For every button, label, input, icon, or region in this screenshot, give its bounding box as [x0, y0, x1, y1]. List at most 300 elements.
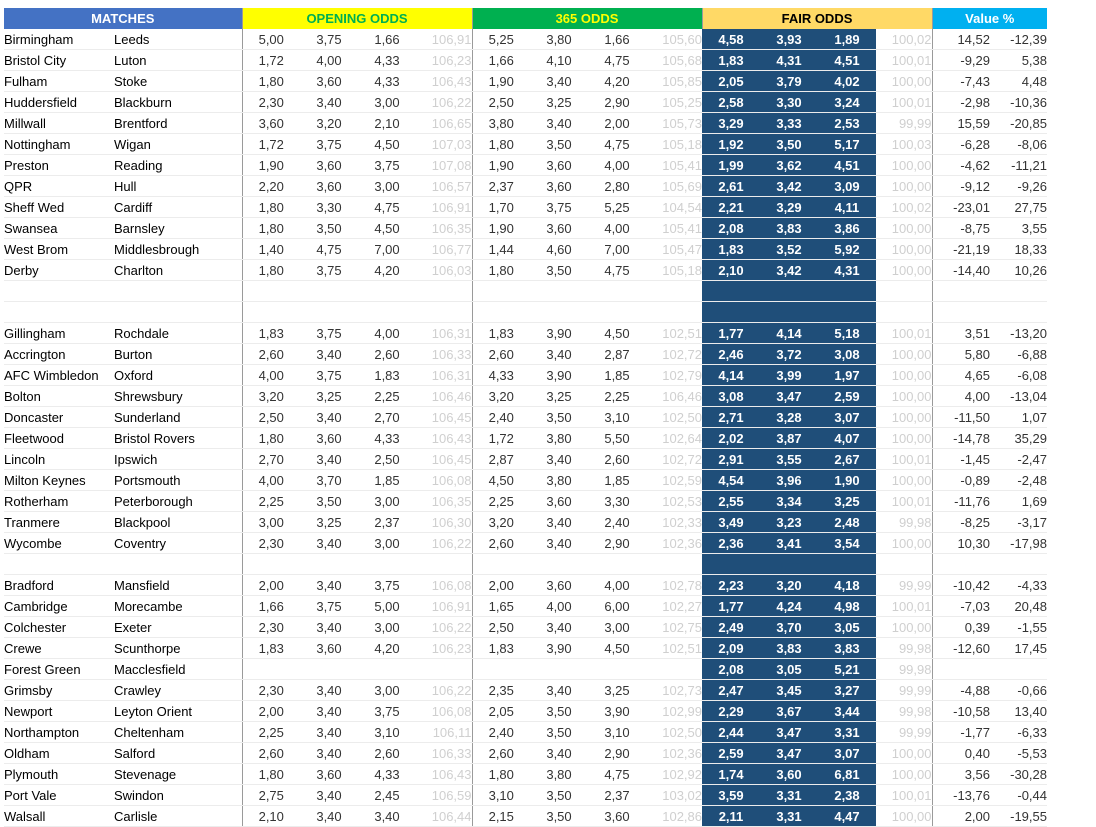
- 365-draw-cell[interactable]: 3,40: [530, 113, 588, 134]
- value-away-cell[interactable]: 5,38: [990, 50, 1047, 71]
- 365-home-cell[interactable]: 1,44: [472, 239, 530, 260]
- 365-draw-cell[interactable]: 4,10: [530, 50, 588, 71]
- 365-home-cell[interactable]: 3,20: [472, 386, 530, 407]
- fair-away-cell[interactable]: 2,53: [818, 113, 876, 134]
- opening-away-cell[interactable]: 3,40: [358, 806, 416, 827]
- home-team-cell[interactable]: Gillingham: [4, 323, 114, 344]
- opening-away-cell[interactable]: 2,37: [358, 512, 416, 533]
- value-away-cell[interactable]: -9,26: [990, 176, 1047, 197]
- 365-home-cell[interactable]: 2,60: [472, 344, 530, 365]
- 365-away-cell[interactable]: 2,87: [588, 344, 646, 365]
- 365-draw-cell[interactable]: 3,75: [530, 197, 588, 218]
- home-team-cell[interactable]: Bolton: [4, 386, 114, 407]
- fair-draw-cell[interactable]: 3,33: [760, 113, 818, 134]
- opening-margin-cell[interactable]: 106,91: [416, 197, 472, 218]
- 365-away-cell[interactable]: 4,00: [588, 155, 646, 176]
- 365-draw-cell[interactable]: 3,50: [530, 134, 588, 155]
- 365-home-cell[interactable]: 2,37: [472, 176, 530, 197]
- opening-home-cell[interactable]: 1,83: [242, 638, 300, 659]
- opening-home-cell[interactable]: 2,60: [242, 344, 300, 365]
- 365-draw-cell[interactable]: 4,60: [530, 239, 588, 260]
- fair-draw-cell[interactable]: 3,67: [760, 701, 818, 722]
- opening-draw-cell[interactable]: 3,40: [300, 575, 358, 596]
- 365-away-cell[interactable]: 4,75: [588, 260, 646, 281]
- 365-home-cell[interactable]: [472, 659, 530, 680]
- fair-draw-cell[interactable]: 3,28: [760, 407, 818, 428]
- 365-margin-cell[interactable]: 105,41: [646, 155, 702, 176]
- fair-sum-cell[interactable]: 100,00: [876, 176, 932, 197]
- 365-home-cell[interactable]: 4,50: [472, 470, 530, 491]
- opening-away-cell[interactable]: 3,75: [358, 701, 416, 722]
- fair-sum-cell[interactable]: 100,01: [876, 92, 932, 113]
- fair-sum-cell[interactable]: 100,00: [876, 386, 932, 407]
- 365-home-cell[interactable]: 2,50: [472, 92, 530, 113]
- fair-draw-cell[interactable]: 3,47: [760, 743, 818, 764]
- away-team-cell[interactable]: Stoke: [114, 71, 242, 92]
- opening-away-cell[interactable]: 4,00: [358, 323, 416, 344]
- opening-draw-cell[interactable]: 4,00: [300, 50, 358, 71]
- 365-margin-cell[interactable]: [646, 302, 702, 323]
- opening-draw-cell[interactable]: 3,70: [300, 470, 358, 491]
- home-team-cell[interactable]: Millwall: [4, 113, 114, 134]
- value-away-cell[interactable]: 1,07: [990, 407, 1047, 428]
- value-away-cell[interactable]: [990, 281, 1047, 302]
- value-away-cell[interactable]: -6,08: [990, 365, 1047, 386]
- 365-home-cell[interactable]: 3,20: [472, 512, 530, 533]
- value-home-cell[interactable]: -11,50: [932, 407, 990, 428]
- opening-margin-cell[interactable]: 106,59: [416, 785, 472, 806]
- fair-home-cell[interactable]: 1,83: [702, 50, 760, 71]
- fair-home-cell[interactable]: 1,83: [702, 239, 760, 260]
- fair-away-cell[interactable]: 6,81: [818, 764, 876, 785]
- value-away-cell[interactable]: 20,48: [990, 596, 1047, 617]
- value-away-cell[interactable]: 3,55: [990, 218, 1047, 239]
- opening-margin-cell[interactable]: 106,31: [416, 323, 472, 344]
- home-team-cell[interactable]: Birmingham: [4, 29, 114, 50]
- home-team-cell[interactable]: Accrington: [4, 344, 114, 365]
- value-home-cell[interactable]: -0,89: [932, 470, 990, 491]
- value-home-cell[interactable]: 14,52: [932, 29, 990, 50]
- opening-margin-cell[interactable]: 106,30: [416, 512, 472, 533]
- fair-away-cell[interactable]: 3,44: [818, 701, 876, 722]
- value-home-cell[interactable]: -8,25: [932, 512, 990, 533]
- opening-home-cell[interactable]: 1,80: [242, 197, 300, 218]
- fair-sum-cell[interactable]: 99,98: [876, 659, 932, 680]
- 365-home-cell[interactable]: 2,40: [472, 407, 530, 428]
- value-home-cell[interactable]: -21,19: [932, 239, 990, 260]
- value-home-cell[interactable]: -14,40: [932, 260, 990, 281]
- away-team-cell[interactable]: Barnsley: [114, 218, 242, 239]
- opening-home-cell[interactable]: 3,20: [242, 386, 300, 407]
- opening-margin-cell[interactable]: 106,46: [416, 386, 472, 407]
- fair-away-cell[interactable]: [818, 302, 876, 323]
- matches-header[interactable]: MATCHES: [4, 8, 242, 29]
- opening-away-cell[interactable]: [358, 554, 416, 575]
- 365-draw-cell[interactable]: 3,50: [530, 260, 588, 281]
- 365-away-cell[interactable]: 4,75: [588, 134, 646, 155]
- home-team-cell[interactable]: AFC Wimbledon: [4, 365, 114, 386]
- 365-draw-cell[interactable]: 3,40: [530, 71, 588, 92]
- 365-home-cell[interactable]: 3,80: [472, 113, 530, 134]
- opening-home-cell[interactable]: 2,75: [242, 785, 300, 806]
- away-team-cell[interactable]: Macclesfield: [114, 659, 242, 680]
- opening-draw-cell[interactable]: 3,60: [300, 428, 358, 449]
- away-team-cell[interactable]: [114, 554, 242, 575]
- 365-home-cell[interactable]: 1,83: [472, 638, 530, 659]
- 365-margin-cell[interactable]: 102,64: [646, 428, 702, 449]
- 365-away-cell[interactable]: 6,00: [588, 596, 646, 617]
- fair-away-cell[interactable]: 3,07: [818, 407, 876, 428]
- opening-home-cell[interactable]: 1,83: [242, 323, 300, 344]
- 365-margin-cell[interactable]: 102,50: [646, 407, 702, 428]
- 365-home-cell[interactable]: 2,60: [472, 533, 530, 554]
- away-team-cell[interactable]: Coventry: [114, 533, 242, 554]
- opening-home-cell[interactable]: 1,90: [242, 155, 300, 176]
- fair-draw-cell[interactable]: 3,83: [760, 218, 818, 239]
- opening-odds-header[interactable]: OPENING ODDS: [242, 8, 472, 29]
- opening-home-cell[interactable]: [242, 281, 300, 302]
- fair-away-cell[interactable]: 5,18: [818, 323, 876, 344]
- opening-away-cell[interactable]: 3,00: [358, 680, 416, 701]
- opening-margin-cell[interactable]: 106,35: [416, 218, 472, 239]
- opening-margin-cell[interactable]: 106,33: [416, 344, 472, 365]
- opening-home-cell[interactable]: 2,30: [242, 680, 300, 701]
- fair-home-cell[interactable]: 2,08: [702, 659, 760, 680]
- 365-home-cell[interactable]: 2,05: [472, 701, 530, 722]
- away-team-cell[interactable]: Portsmouth: [114, 470, 242, 491]
- fair-draw-cell[interactable]: 3,55: [760, 449, 818, 470]
- away-team-cell[interactable]: Mansfield: [114, 575, 242, 596]
- fair-sum-cell[interactable]: 100,00: [876, 407, 932, 428]
- fair-draw-cell[interactable]: 3,52: [760, 239, 818, 260]
- away-team-cell[interactable]: Luton: [114, 50, 242, 71]
- 365-away-cell[interactable]: 2,25: [588, 386, 646, 407]
- opening-margin-cell[interactable]: 106,77: [416, 239, 472, 260]
- opening-away-cell[interactable]: 2,60: [358, 344, 416, 365]
- 365-draw-cell[interactable]: 3,40: [530, 533, 588, 554]
- fair-home-cell[interactable]: 2,59: [702, 743, 760, 764]
- 365-away-cell[interactable]: [588, 302, 646, 323]
- 365-draw-cell[interactable]: 3,90: [530, 365, 588, 386]
- opening-draw-cell[interactable]: [300, 659, 358, 680]
- 365-margin-cell[interactable]: 105,85: [646, 71, 702, 92]
- opening-margin-cell[interactable]: 106,31: [416, 365, 472, 386]
- value-home-cell[interactable]: -1,45: [932, 449, 990, 470]
- opening-margin-cell[interactable]: 106,65: [416, 113, 472, 134]
- opening-margin-cell[interactable]: 106,22: [416, 617, 472, 638]
- opening-home-cell[interactable]: 1,80: [242, 428, 300, 449]
- opening-draw-cell[interactable]: 3,40: [300, 680, 358, 701]
- 365-home-cell[interactable]: 2,60: [472, 743, 530, 764]
- opening-away-cell[interactable]: 3,00: [358, 533, 416, 554]
- away-team-cell[interactable]: Carlisle: [114, 806, 242, 827]
- value-home-cell[interactable]: [932, 302, 990, 323]
- value-away-cell[interactable]: -19,55: [990, 806, 1047, 827]
- home-team-cell[interactable]: Wycombe: [4, 533, 114, 554]
- home-team-cell[interactable]: Rotherham: [4, 491, 114, 512]
- value-home-cell[interactable]: -1,77: [932, 722, 990, 743]
- fair-draw-cell[interactable]: 3,47: [760, 722, 818, 743]
- 365-away-cell[interactable]: 1,85: [588, 365, 646, 386]
- 365-away-cell[interactable]: 4,00: [588, 575, 646, 596]
- opening-draw-cell[interactable]: 3,40: [300, 344, 358, 365]
- value-home-cell[interactable]: 3,51: [932, 323, 990, 344]
- fair-away-cell[interactable]: 2,67: [818, 449, 876, 470]
- 365-away-cell[interactable]: 7,00: [588, 239, 646, 260]
- value-home-cell[interactable]: 4,00: [932, 386, 990, 407]
- fair-draw-cell[interactable]: 4,24: [760, 596, 818, 617]
- value-home-cell[interactable]: [932, 554, 990, 575]
- 365-home-cell[interactable]: 2,15: [472, 806, 530, 827]
- opening-margin-cell[interactable]: [416, 554, 472, 575]
- fair-sum-cell[interactable]: [876, 281, 932, 302]
- 365-home-cell[interactable]: 4,33: [472, 365, 530, 386]
- fair-home-cell[interactable]: 2,71: [702, 407, 760, 428]
- opening-home-cell[interactable]: 1,72: [242, 50, 300, 71]
- away-team-cell[interactable]: Bristol Rovers: [114, 428, 242, 449]
- away-team-cell[interactable]: Blackburn: [114, 92, 242, 113]
- value-home-cell[interactable]: -2,98: [932, 92, 990, 113]
- fair-home-cell[interactable]: 4,54: [702, 470, 760, 491]
- fair-draw-cell[interactable]: 3,29: [760, 197, 818, 218]
- 365-draw-cell[interactable]: 3,40: [530, 743, 588, 764]
- 365-margin-cell[interactable]: 102,78: [646, 575, 702, 596]
- home-team-cell[interactable]: Swansea: [4, 218, 114, 239]
- 365-margin-cell[interactable]: [646, 281, 702, 302]
- fair-sum-cell[interactable]: 100,00: [876, 260, 932, 281]
- 365-margin-cell[interactable]: 102,36: [646, 533, 702, 554]
- value-home-cell[interactable]: -10,42: [932, 575, 990, 596]
- fair-draw-cell[interactable]: 3,93: [760, 29, 818, 50]
- fair-sum-cell[interactable]: 99,99: [876, 722, 932, 743]
- fair-sum-cell[interactable]: 100,01: [876, 596, 932, 617]
- 365-away-cell[interactable]: 4,20: [588, 71, 646, 92]
- opening-home-cell[interactable]: 2,25: [242, 722, 300, 743]
- value-away-cell[interactable]: 27,75: [990, 197, 1047, 218]
- away-team-cell[interactable]: Stevenage: [114, 764, 242, 785]
- fair-sum-cell[interactable]: 99,98: [876, 512, 932, 533]
- fair-home-cell[interactable]: 1,77: [702, 596, 760, 617]
- value-home-cell[interactable]: 4,65: [932, 365, 990, 386]
- opening-margin-cell[interactable]: 106,35: [416, 491, 472, 512]
- home-team-cell[interactable]: Newport: [4, 701, 114, 722]
- opening-home-cell[interactable]: 2,50: [242, 407, 300, 428]
- 365-margin-cell[interactable]: 102,33: [646, 512, 702, 533]
- fair-home-cell[interactable]: 2,02: [702, 428, 760, 449]
- 365-draw-cell[interactable]: 3,80: [530, 428, 588, 449]
- opening-margin-cell[interactable]: 106,08: [416, 701, 472, 722]
- value-home-cell[interactable]: -23,01: [932, 197, 990, 218]
- away-team-cell[interactable]: Cardiff: [114, 197, 242, 218]
- opening-margin-cell[interactable]: 106,11: [416, 722, 472, 743]
- value-away-cell[interactable]: -6,88: [990, 344, 1047, 365]
- opening-margin-cell[interactable]: 106,23: [416, 638, 472, 659]
- 365-home-cell[interactable]: 2,35: [472, 680, 530, 701]
- fair-away-cell[interactable]: 3,24: [818, 92, 876, 113]
- 365-margin-cell[interactable]: 105,73: [646, 113, 702, 134]
- 365-draw-cell[interactable]: 3,50: [530, 407, 588, 428]
- 365-margin-cell[interactable]: 102,59: [646, 470, 702, 491]
- opening-draw-cell[interactable]: [300, 281, 358, 302]
- fair-sum-cell[interactable]: 100,01: [876, 449, 932, 470]
- opening-draw-cell[interactable]: 3,40: [300, 785, 358, 806]
- 365-margin-cell[interactable]: 102,53: [646, 491, 702, 512]
- 365-home-cell[interactable]: [472, 281, 530, 302]
- away-team-cell[interactable]: Salford: [114, 743, 242, 764]
- 365-away-cell[interactable]: 1,85: [588, 470, 646, 491]
- home-team-cell[interactable]: Derby: [4, 260, 114, 281]
- value-away-cell[interactable]: -5,53: [990, 743, 1047, 764]
- opening-draw-cell[interactable]: 3,40: [300, 617, 358, 638]
- 365-margin-cell[interactable]: 102,50: [646, 722, 702, 743]
- fair-draw-cell[interactable]: 3,60: [760, 764, 818, 785]
- value-away-cell[interactable]: -3,17: [990, 512, 1047, 533]
- value-percent-header[interactable]: Value %: [932, 8, 1047, 29]
- value-away-cell[interactable]: -10,36: [990, 92, 1047, 113]
- 365-away-cell[interactable]: 4,50: [588, 323, 646, 344]
- fair-away-cell[interactable]: 1,97: [818, 365, 876, 386]
- fair-draw-cell[interactable]: [760, 281, 818, 302]
- fair-draw-cell[interactable]: 3,41: [760, 533, 818, 554]
- opening-home-cell[interactable]: 2,60: [242, 743, 300, 764]
- fair-sum-cell[interactable]: 100,00: [876, 218, 932, 239]
- 365-draw-cell[interactable]: 3,40: [530, 449, 588, 470]
- home-team-cell[interactable]: [4, 302, 114, 323]
- 365-draw-cell[interactable]: 3,25: [530, 92, 588, 113]
- away-team-cell[interactable]: Ipswich: [114, 449, 242, 470]
- opening-draw-cell[interactable]: 4,75: [300, 239, 358, 260]
- 365-away-cell[interactable]: 2,00: [588, 113, 646, 134]
- value-home-cell[interactable]: -4,88: [932, 680, 990, 701]
- fair-sum-cell[interactable]: 100,00: [876, 71, 932, 92]
- fair-away-cell[interactable]: 4,02: [818, 71, 876, 92]
- value-away-cell[interactable]: -0,66: [990, 680, 1047, 701]
- fair-away-cell[interactable]: 4,11: [818, 197, 876, 218]
- opening-draw-cell[interactable]: 3,75: [300, 365, 358, 386]
- away-team-cell[interactable]: [114, 281, 242, 302]
- opening-margin-cell[interactable]: [416, 281, 472, 302]
- fair-sum-cell[interactable]: 100,00: [876, 617, 932, 638]
- 365-away-cell[interactable]: 3,25: [588, 680, 646, 701]
- fair-sum-cell[interactable]: 99,98: [876, 701, 932, 722]
- 365-draw-cell[interactable]: 4,00: [530, 596, 588, 617]
- home-team-cell[interactable]: Colchester: [4, 617, 114, 638]
- opening-margin-cell[interactable]: 106,45: [416, 449, 472, 470]
- fair-away-cell[interactable]: 4,98: [818, 596, 876, 617]
- 365-home-cell[interactable]: 1,90: [472, 155, 530, 176]
- opening-margin-cell[interactable]: 106,22: [416, 680, 472, 701]
- home-team-cell[interactable]: Sheff Wed: [4, 197, 114, 218]
- opening-away-cell[interactable]: 2,10: [358, 113, 416, 134]
- 365-home-cell[interactable]: 5,25: [472, 29, 530, 50]
- fair-draw-cell[interactable]: 3,05: [760, 659, 818, 680]
- 365-draw-cell[interactable]: 3,90: [530, 638, 588, 659]
- away-team-cell[interactable]: Blackpool: [114, 512, 242, 533]
- fair-draw-cell[interactable]: 4,31: [760, 50, 818, 71]
- away-team-cell[interactable]: [114, 302, 242, 323]
- value-away-cell[interactable]: -2,48: [990, 470, 1047, 491]
- 365-home-cell[interactable]: 1,72: [472, 428, 530, 449]
- opening-away-cell[interactable]: 5,00: [358, 596, 416, 617]
- 365-away-cell[interactable]: 5,50: [588, 428, 646, 449]
- opening-margin-cell[interactable]: 106,08: [416, 575, 472, 596]
- fair-draw-cell[interactable]: 3,87: [760, 428, 818, 449]
- fair-draw-cell[interactable]: 3,79: [760, 71, 818, 92]
- 365-home-cell[interactable]: 1,90: [472, 71, 530, 92]
- opening-margin-cell[interactable]: 106,91: [416, 29, 472, 50]
- 365-draw-cell[interactable]: 3,50: [530, 806, 588, 827]
- opening-draw-cell[interactable]: 3,75: [300, 596, 358, 617]
- value-away-cell[interactable]: -17,98: [990, 533, 1047, 554]
- home-team-cell[interactable]: [4, 281, 114, 302]
- value-away-cell[interactable]: [990, 302, 1047, 323]
- 365-away-cell[interactable]: [588, 659, 646, 680]
- 365-margin-cell[interactable]: 102,72: [646, 449, 702, 470]
- value-away-cell[interactable]: -2,47: [990, 449, 1047, 470]
- opening-draw-cell[interactable]: 3,60: [300, 155, 358, 176]
- value-away-cell[interactable]: -12,39: [990, 29, 1047, 50]
- fair-home-cell[interactable]: 3,29: [702, 113, 760, 134]
- value-away-cell[interactable]: 13,40: [990, 701, 1047, 722]
- home-team-cell[interactable]: Grimsby: [4, 680, 114, 701]
- 365-away-cell[interactable]: 3,60: [588, 806, 646, 827]
- opening-draw-cell[interactable]: 3,75: [300, 323, 358, 344]
- fair-away-cell[interactable]: 3,08: [818, 344, 876, 365]
- fair-home-cell[interactable]: 4,58: [702, 29, 760, 50]
- fair-away-cell[interactable]: 3,09: [818, 176, 876, 197]
- fair-sum-cell[interactable]: [876, 302, 932, 323]
- 365-margin-cell[interactable]: 102,51: [646, 323, 702, 344]
- value-home-cell[interactable]: -6,28: [932, 134, 990, 155]
- fair-sum-cell[interactable]: 100,00: [876, 533, 932, 554]
- value-away-cell[interactable]: 10,26: [990, 260, 1047, 281]
- opening-home-cell[interactable]: 1,40: [242, 239, 300, 260]
- fair-home-cell[interactable]: 3,08: [702, 386, 760, 407]
- opening-home-cell[interactable]: 2,10: [242, 806, 300, 827]
- fair-sum-cell[interactable]: 100,00: [876, 764, 932, 785]
- 365-draw-cell[interactable]: 3,80: [530, 470, 588, 491]
- value-home-cell[interactable]: -11,76: [932, 491, 990, 512]
- 365-margin-cell[interactable]: 105,69: [646, 176, 702, 197]
- fair-draw-cell[interactable]: 3,50: [760, 134, 818, 155]
- 365-draw-cell[interactable]: 3,60: [530, 575, 588, 596]
- fair-home-cell[interactable]: 2,55: [702, 491, 760, 512]
- 365-margin-cell[interactable]: 105,60: [646, 29, 702, 50]
- 365-draw-cell[interactable]: 3,40: [530, 344, 588, 365]
- opening-margin-cell[interactable]: 106,22: [416, 92, 472, 113]
- opening-home-cell[interactable]: 1,66: [242, 596, 300, 617]
- opening-draw-cell[interactable]: 3,60: [300, 176, 358, 197]
- away-team-cell[interactable]: Wigan: [114, 134, 242, 155]
- opening-away-cell[interactable]: 4,33: [358, 764, 416, 785]
- 365-margin-cell[interactable]: 104,54: [646, 197, 702, 218]
- fair-draw-cell[interactable]: 3,83: [760, 638, 818, 659]
- value-home-cell[interactable]: -7,03: [932, 596, 990, 617]
- fair-sum-cell[interactable]: 100,00: [876, 239, 932, 260]
- fair-away-cell[interactable]: 4,51: [818, 50, 876, 71]
- 365-draw-cell[interactable]: 3,25: [530, 386, 588, 407]
- away-team-cell[interactable]: Reading: [114, 155, 242, 176]
- away-team-cell[interactable]: Hull: [114, 176, 242, 197]
- away-team-cell[interactable]: Swindon: [114, 785, 242, 806]
- fair-home-cell[interactable]: 2,44: [702, 722, 760, 743]
- fair-sum-cell[interactable]: 99,98: [876, 638, 932, 659]
- opening-home-cell[interactable]: 1,72: [242, 134, 300, 155]
- value-home-cell[interactable]: -14,78: [932, 428, 990, 449]
- opening-margin-cell[interactable]: 106,44: [416, 806, 472, 827]
- fair-away-cell[interactable]: 2,38: [818, 785, 876, 806]
- fair-sum-cell[interactable]: 99,99: [876, 575, 932, 596]
